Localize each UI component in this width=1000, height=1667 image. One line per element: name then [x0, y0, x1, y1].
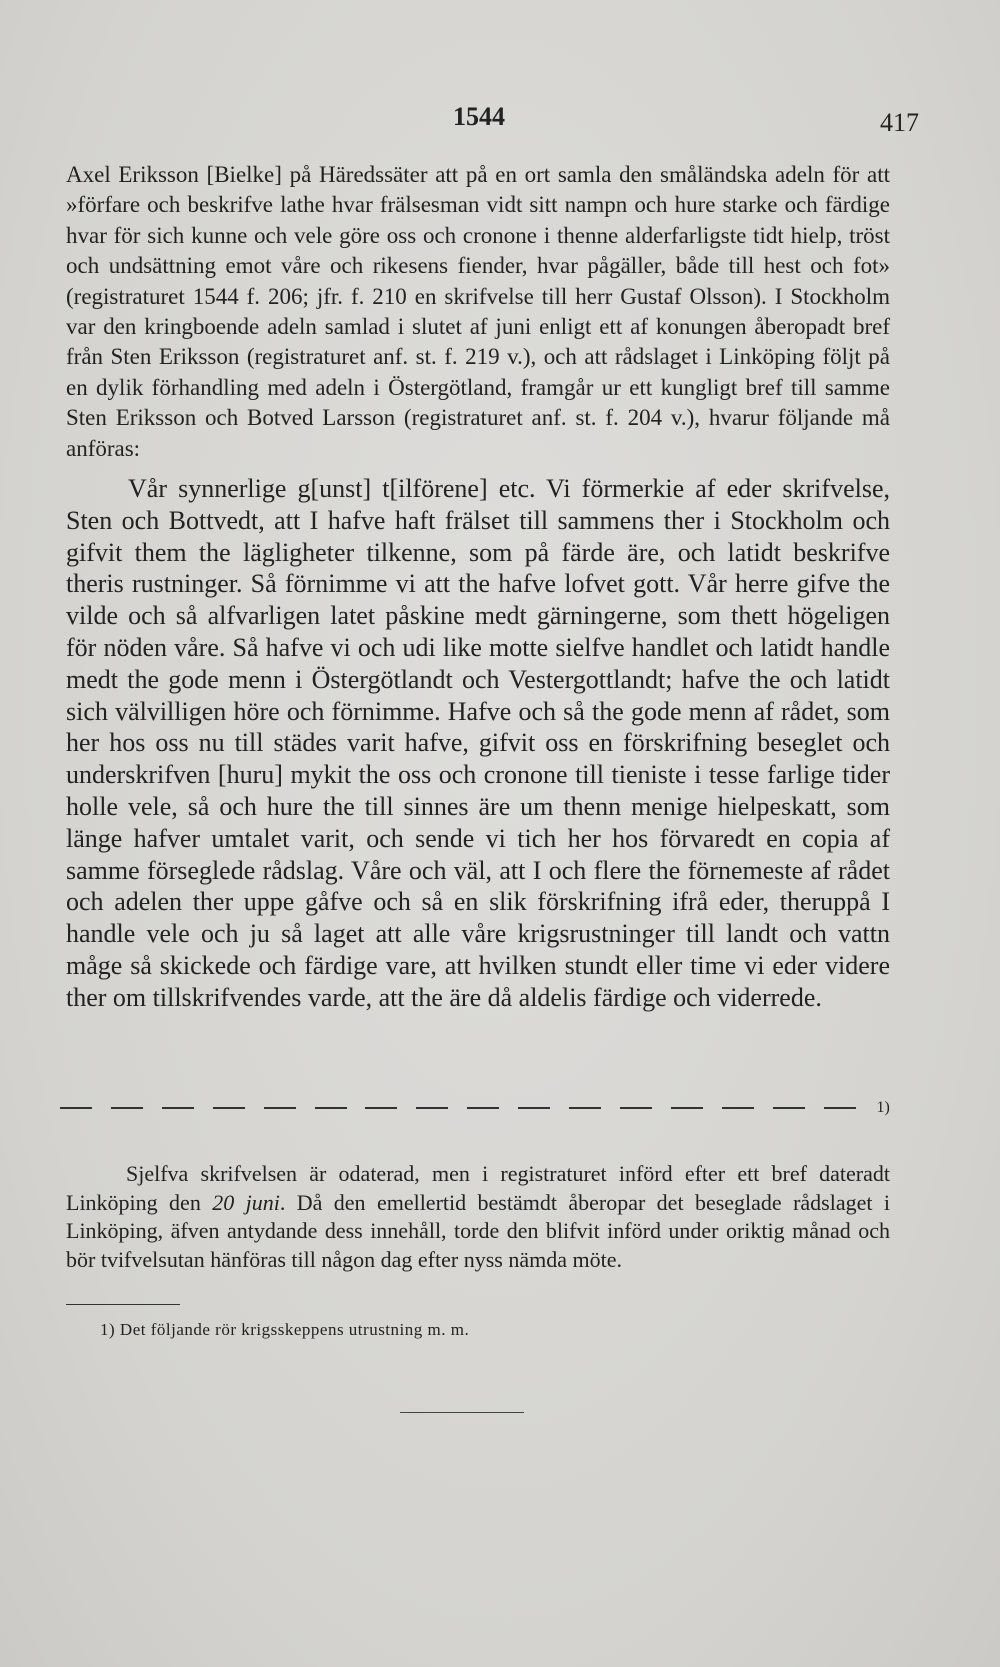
omission-dash-line [60, 1093, 890, 1123]
dash [162, 1107, 194, 1109]
footnote-text: Det följande rör krigsskeppens utrustning m. m. [119, 1320, 470, 1339]
dash [467, 1107, 499, 1109]
note-date: 20 juni [212, 1189, 280, 1215]
footnote-separator [66, 1304, 180, 1305]
intro-text: Axel Eriksson [Bielke] på Häredssäter att på en ort samla den småländska adeln för att »förfare och beskrifve lathe hvar frälsesman vidt sitt nampn och hure starke och färdige hvar för sich kunne och vele göre oss och cronone i thenne alderfarligste tidt hielp, tröst och undsättning emot våre och rikesens fiender, hvar pågäller, både till hest och fot» (registraturet 1544 f. 206; jfr. f. 210 en skrifvelse till herr Gustaf Olsson). I Stockholm var den kringboende adeln samlad i slutet af juni enligt ett af konungen åberopadt bref från Sten Eriksson (registraturet anf. st. f. 219 v.), och att rådslaget i Linköping följt på en dylik förhandling med adeln i Östergötland, framgår ur ett kungligt bref till samme Sten Eriksson och Botved Larsson (registraturet anf. st. f. 204 v.), hvarur följande må anföras: [66, 162, 890, 461]
footnote-marker: 1) [100, 1320, 116, 1339]
page-header [0, 102, 1000, 142]
dash [671, 1107, 703, 1109]
dash [111, 1107, 143, 1109]
dash [620, 1107, 652, 1109]
dash [773, 1107, 805, 1109]
note-text-before: Sjelfva skrifvelsen är odaterad, men i registraturet införd efter ett bref dateradt Linköping den [66, 1161, 890, 1215]
editorial-note [66, 1160, 890, 1274]
page-number: 417 [880, 108, 919, 137]
dash [213, 1107, 245, 1109]
quoted-letter [66, 473, 890, 1014]
dash [315, 1107, 347, 1109]
footnote-reference: 1) [876, 1099, 890, 1116]
dash [569, 1107, 601, 1109]
running-head-year: 1544 [453, 102, 505, 131]
dash [518, 1107, 550, 1109]
quoted-letter-text: Vår synnerlige g[unst] t[ilförene] etc. Vi förmerkie af eder skrifvelse, Sten och Bottvedt, att I hafve haft frälset till sammens ther i Stockholm och gifvit them the lägligheter tilkenne, som på färde äre, och latidt beskrifve theris rustninger. Så förnimme vi att the hafve lofvet gott. Vår herre gifve the vilde och så alfvarligen latet påskine medt gärningerne, som thett högeligen för nöden våre. Så hafve vi och udi like motte sielfve handlet och latidt handle medt the gode menn i Östergötlandt och Vestergottlandt; hafve the och latidt sich välvilligen höre och förnimme. Hafve och så the gode menn af rådet, som her hos oss nu till städes varit hafve, gifvit oss en förskrifning beseglet och underskrifven [huru] mykit the oss och cronone till tieniste i tesse farlige tider holle vele, så och hure the till sinnes äre um thenn menige hielpeskatt, som länge hafver umtalet varit, och sende vi tich her hos förvaredt en copia af samme förseglede rådslag. Våre och väl, att I och flere the förnemeste af rådet och adelen ther uppe gåfve och så en slik förskrifning ifrå eder, theruppå I handle vele och ju så laget att alle våre krigsrustninger till landt och vattn måge så skickede och färdige vare, att hvilken stundt eller time vi eder videre ther om tillskrifvendes varde, att the äre då aldelis färdige och viderrede. [66, 474, 890, 1012]
footnote [100, 1320, 469, 1340]
dash [722, 1107, 754, 1109]
end-rule [400, 1412, 524, 1413]
editorial-note-text [66, 1160, 890, 1274]
dash [824, 1107, 856, 1109]
note-text-after: . Då den emellertid bestämdt åberopar det beseglade rådslaget i Linköping, äfven antydande dess innehåll, torde den blifvit införd under oriktig månad och bör tvifvelsutan hänföras till någon dag efter nyss nämda möte. [66, 1189, 890, 1272]
dash [60, 1107, 92, 1109]
intro-paragraph [66, 160, 890, 464]
dash [365, 1107, 397, 1109]
dash [416, 1107, 448, 1109]
dash [264, 1107, 296, 1109]
